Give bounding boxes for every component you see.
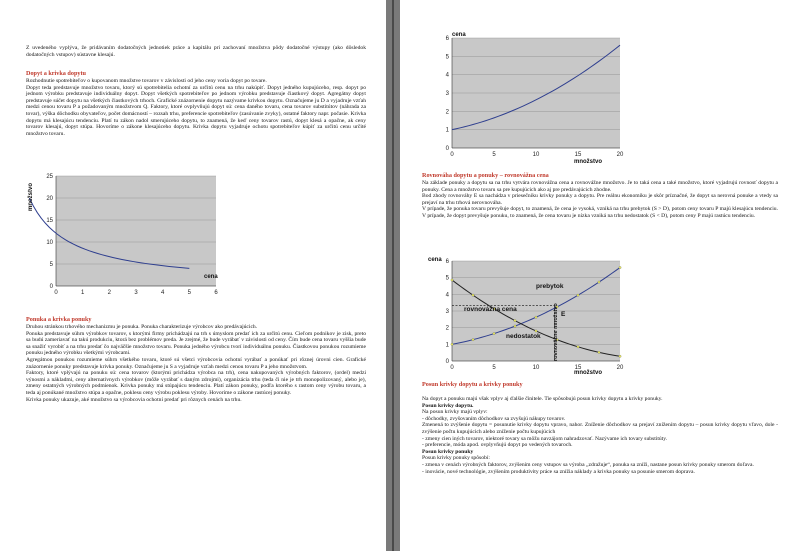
y-tick-label: 5 [445,275,449,282]
shift-text-line: - inovácie, nové technológie, zvýšením produktivity práce sa znížia náklady a krivka ponuky sa posunie smerom doprava. [422,468,695,475]
demand-heading: Dopyt a krivka dopytu [26,70,86,77]
equilibrium-text-line: Na základe ponuky a dopytu sa na trhu vytvára rovnovážna cena a rovnovážne množstvo. Je to taká cena a také množstvo, ktoré vyjadrujú rovnosť dopytu a ponuky. Cena a množstvo tovaru sa pre kupujúcich ako aj pre predávajúcich zhodne. [422,180,778,193]
y-tick-label: 20 [46,196,53,202]
shift-text-line: - preferencie, móda apod. ovplyvňujú dopyt po vedených tovaroch. [422,442,573,449]
y-tick-label: 0 [49,284,53,290]
supply-marker [535,316,537,318]
demand-chart-ylabel: množstvo [28,182,34,211]
demand-marker [598,351,600,353]
equilibrium-quantity-label: rovnovážne množstvo [553,303,559,361]
x-tick-label: 1 [80,290,85,296]
equilibrium-chart-ylabel: cena [428,257,442,263]
y-tick-label: 3 [445,91,449,97]
x-tick-label: 0 [450,365,454,371]
x-tick-label: 6 [214,290,218,296]
shift-subheading: Posun krivky ponuky [422,448,474,455]
demand-chart-xlabel: cena [204,274,218,280]
page-divider [386,0,400,551]
demand-marker [451,279,453,281]
supply-heading: Ponuka a krivka ponuky [26,316,92,323]
equilibrium-chart-svg [424,253,634,378]
equilibrium-price-label: rovnovážna cena [464,306,517,313]
supply-text-line: Krivka ponuky ukazuje, aké množstvo sa výrobcovia ochotní predať pri rôznych cenách na trhu. [26,396,242,403]
shift-subheading: Posun krivky dopytu. [422,402,474,409]
x-tick-label: 4 [160,290,165,296]
y-tick-label: 4 [445,72,449,79]
shift-text-line: Na posun krivky majú vplyv: [422,409,488,416]
y-tick-label: 1 [445,342,449,349]
x-tick-label: 3 [134,290,138,296]
y-tick-label: 2 [445,109,449,116]
supply-marker [451,343,453,345]
x-tick-label: 10 [532,152,540,158]
x-tick-label: 5 [492,152,496,158]
x-tick-label: 15 [574,365,582,371]
equilibrium-text-line: V prípade, že ponuka tovaru prevyšuje dopyt, to znamená, že cena je vysoká, vzniká na trhu prebytok (S > D), potom ceny tovaru P majú klesajúcu tendenciu. V prípade, že dopyt prevyšuje ponuku, to znamená, že cena tovaru je nízka vzniká na trhu nedostatok (S < D), potom ceny P majú rastúcu tendenciu. [422,206,778,219]
y-tick-label: 5 [445,54,449,61]
demand-text-line: Dopyt teda predstavuje množstvo tovaru, ktorý sú spotrebitelia ochotní za určitú cenu na trhu nakúpiť. Dopyt jedného kupujúceho, resp. dopyt po jednom výrobku predstavuje individuálny dopyt. Dopyt všetkých spotrebiteľov po jednom výrobku predstavuje čiastkový dopyt. Agregátny dopyt predstavuje súčet dopytu na všetkých čiastkových trhoch. Grafické znázornenie dopytu nazývame krivkou dopytu. Označujeme ju D a vyjadruje vzťah medzi cenou tovaru P a požadovaným množstvom Q. Faktory, ktoré ovplyvňujú dopyt sú: cena daného tovaru, cena tovarov substitútov (náhrada za tovar), výška dôchodku obyvateľov, počet domácností – rozsah trhu, preferencie spotrebiteľov (zasúvanie zvyky), ostatné faktory napr. počasie. Krivka dopytu má klesajúcu tendenciu. Platí tu zákon nadol smerujúceho dopytu, to znamená, že keď ceny tovarov rastú, dopyt klesá a opačne, ak ceny tovarov klesajú, dopyt stúpa. Hovoríme o zákone klesajúceho dopytu. Krivka dopytu vyjadruje ochotu spotrebiteľov kúpiť za určitú cenu určité množstvo tovaru. [26,84,366,137]
demand-marker [619,355,621,357]
x-tick-label: 0 [54,290,58,296]
supply-chart-xlabel: množstvo [574,159,603,165]
supply-text-line: Druhou stránkou trhového mechanizmu je ponuka. Ponuka charakterizuje výrobcov ako predávajúcich. [26,324,258,330]
supply-marker [577,294,579,296]
shift-text-line: - dôchodky, zvyšovaním dôchodkov sa zvyšujú nákupy tovarov. [422,415,566,422]
supply-text-line: Faktory, ktoré vplývajú na ponuku sú: cena tovarov (ktorými prichádza výrobca na trh), cena nakupovaných výrobných faktorov, (ordel) medzi výnosmi a nákladmi, ceny alternatívnych výrobkov (môže vyrábať s daným zdrojmi), organizácia trhu (teda či nie je trh monopolizovaný, alebo je), zmeny ostatných výrobných podmienok. Krivka ponuky má stúpajúcu tendenciu. Platí zákon ponuky, podľa ktorého s rastom ceny výrobu tovaru, a teda aj ponúkané množstvo stúpa a opačne, poklesu ceny výrobu poklesu výroby. Hovoríme o zákone rastúcej ponuky. [26,370,366,396]
y-tick-label: 1 [445,127,449,134]
y-tick-label: 5 [49,262,53,268]
demand-chart [26,170,226,300]
y-tick-label: 10 [46,240,53,246]
demand-marker [472,294,474,296]
x-tick-label: 10 [532,365,540,371]
x-tick-label: 0 [450,152,454,158]
demand-marker [577,346,579,348]
equilibrium-heading: Rovnováha dopytu a ponuky – rovnovážna cena [422,172,549,179]
supply-marker [514,325,516,327]
demand-text [26,78,366,137]
y-tick-label: 25 [46,174,53,180]
supply-text-line: Ponuka predstavuje súhrn výrobkov tovarov, s ktorými firmy prichádzajú na trh s úmyslom predať ich za určitú cenu. Cieľom podnikov je zisk, preto sa budú zameriavať na takú produkciu, ktorá bez problémov preda. Je zrejmé, že bude vyrábať v závislosti od ceny. Čím bude cena tovaru vyššia bude sa snažiť vyrobiť a na trhu predať čo najväčšie množstvo tovaru. Ponuka jedného výrobcu tvorí individuálnu ponuku. Čiastkovou ponukou rozumieme ponuku jedného výrobku všetkými výrobcami. [26,330,366,357]
equilibrium-text [422,180,778,220]
y-tick-label: 4 [445,292,449,299]
demand-text-line: Rozhodnutie spotrebiteľov o kupovanom množstve tovarov v závislosti od jeho ceny voria dopyt po tovare. [26,78,267,84]
demand-marker [514,319,516,321]
shift-text-line: Zmenená to zvýšenie dopytu = posunutie krivky dopytu vpravo, nahor. Zníženie dôchodkov sa prejaví znížením dopytu – posun krivky dopytu vľavo, dole -zvýšenie počtu kupujúcich alebo zníženie počtu kupujúcich [422,422,778,435]
supply-marker [619,266,621,268]
x-tick-label: 2 [107,290,112,296]
y-tick-label: 15 [46,218,53,224]
shift-text-line: Na dopyt a ponuku majú však vplyv aj ďalšie činitele. Tie spôsobujú posun krivky dopytu a krivky ponuky. [422,396,663,402]
y-tick-label: 6 [445,36,449,42]
y-tick-label: 0 [445,146,449,152]
x-tick-label: 20 [616,152,624,158]
supply-text [26,324,366,403]
shift-text-line: - zmeny cien iných tovarov, niektoré tovary sa môžu navzájom nahradzovať. Nazývame ich tovary substitúty. [422,435,668,442]
x-tick-label: 5 [492,365,496,371]
shift-text [422,396,778,475]
y-tick-label: 3 [445,309,449,315]
intro-paragraph: Z uvedeného vyplýva, že pridávaním dodatočných jednotiek práce a kapitálu pri zachovaní množstva pôdy dodatočné výstupy (ako dôsledok dodatočných vstupov) sústavne klesajú. [26,45,366,58]
supply-chart-svg [424,30,634,165]
y-tick-label: 6 [445,259,449,265]
equilibrium-point-label: E [561,311,566,318]
equilibrium-chart [424,253,634,378]
demand-marker [535,330,537,332]
shift-text-line: - zmena v cenách výrobných faktorov, zvýšením ceny vstupov sa výroba „zdražuje“, ponuka sa zníži, nastane posun krivky ponuky smerom doľava. [422,461,754,468]
shortage-label: nedostatok [506,333,541,340]
y-tick-label: 2 [445,325,449,332]
equilibrium-chart-xlabel: množstvo [574,370,603,376]
supply-marker [493,332,495,334]
supply-chart-ylabel: cena [452,32,466,38]
shift-heading: Posun krivky dopytu a krivky ponuky [422,381,523,388]
x-tick-label: 15 [574,152,582,158]
supply-chart [424,30,634,165]
surplus-label: prebytok [536,283,564,290]
supply-marker [598,281,600,283]
equilibrium-text-line: Bod zhody rovnováhy E sa nachádza v priesečníku krivky ponuky a dopytu. Pre reálnu ekonomiku je skôr príznačné, že dopyt sa nerovná ponuke a vtedy sa prejaví na trhu trhová nerovnováha. [422,193,778,206]
shift-text-line: Posun krivky ponuky spôsobí: [422,455,490,462]
x-tick-label: 20 [616,365,624,371]
y-tick-label: 0 [445,359,449,365]
left-page [0,0,386,551]
demand-chart-svg [26,170,226,300]
supply-text-line: Agregátnou ponukou rozumieme súhrn všetkého tovaru, ktoré sú všetci výrobcovia ochotní vyrábať a ponúkať pri rôznej úrovni cien. Grafické znázornenie ponuky predstavuje krivka ponuky. Označujeme ju S a vyjadruje vzťah medzi cenou tovaru P a jeho množstvom. [26,356,366,370]
plot-area [56,176,216,286]
x-tick-label: 5 [187,290,192,296]
supply-marker [472,338,474,340]
right-page [400,0,800,551]
